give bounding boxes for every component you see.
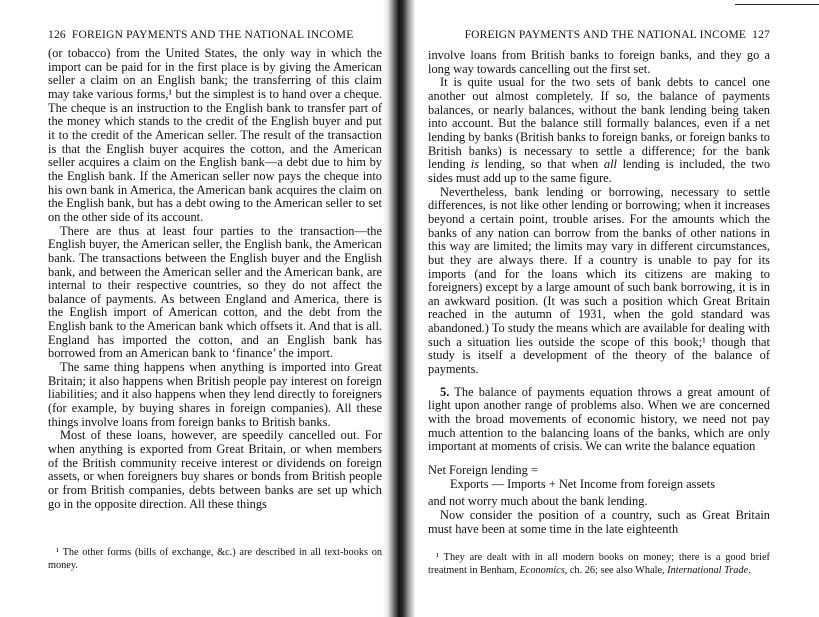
balance-equation — [428, 464, 770, 491]
paragraph: involve loans from British banks to foreign banks, and they go a long way towards cancelling out the first set. — [428, 48, 770, 76]
right-running-title: FOREIGN PAYMENTS AND THE NATIONAL INCOME — [464, 29, 747, 41]
book-spine-gutter — [383, 0, 415, 617]
text-run: . — [748, 564, 751, 576]
right-running-head — [428, 29, 770, 45]
italic-run: all — [603, 157, 617, 172]
text-run: lending is included, the two sides must add up to the same figure. — [428, 157, 771, 185]
paragraph: The same thing happens when anything is imported into Great Britain; it also happens when British people pay interest on foreign liabilities; and it also happens when they lend directly to foreigners (for example, by buying shares in foreign companies). All these things involve loans from foreign banks to British banks. — [48, 360, 382, 429]
italic-run: International Trade — [667, 564, 749, 576]
top-edge-rule — [735, 4, 819, 5]
right-footnote — [428, 552, 770, 577]
left-page-number: 126 — [48, 29, 66, 41]
paragraph: (or tobacco) from the United States, the only way in which the import can be paid for in the first place is by giving the American seller a claim on an English bank; the transferring of this claim may take various forms,¹ but the simplest is to hand over a cheque. The cheque is an instruction to the English bank to transfer part of the money which stands to the credit of the English buyer and put it to the credit of the American seller. The result of the transaction is that the English buyer acquires the cotton, and the American seller acquires a claim on the English bank—a debt due to him by the English bank. If the American seller now pays the cheque into his own bank in America, the American bank acquires the claim on the English bank, but has a debt owing to the American seller to set on the other side of its account. — [48, 46, 382, 224]
paragraph: Now consider the position of a country, such as Great Britain must have been at some time in the late eighteenth — [428, 508, 770, 536]
left-running-title: FOREIGN PAYMENTS AND THE NATIONAL INCOME — [71, 29, 354, 41]
italic-run: Economics — [519, 564, 565, 576]
section-paragraph — [428, 386, 770, 454]
paragraph: Most of these loans, however, are speedily cancelled out. For when anything is exported from Great Britain, or when members of the British community receive interest or dividends on foreign assets, or when foreigners buy shares or bonds from British people or from British companies, debts between banks are set up which go in the opposite direction. All these things — [48, 428, 382, 511]
italic-run: is — [470, 157, 480, 172]
left-body-text — [48, 47, 382, 511]
section-number: 5. — [440, 384, 450, 399]
paragraph: and not worry much about the bank lending. — [428, 494, 648, 509]
text-run: lending, so that when — [479, 157, 604, 172]
text-run: , ch. 26; see also Whale, — [564, 564, 668, 576]
text-run: The balance of payments equation throws a great amount of light upon another range of problems also. When we are concerned with the broad movements of economic history, we need not pay much attention to the balancing loans of the banks, which are only important at moments of crisis. We can write the balance equation — [428, 384, 770, 454]
equation-line: Net Foreign lending = — [428, 463, 538, 478]
footnote-text — [428, 552, 770, 577]
text-run: It is quite usual for the two sets of bank debts to cancel one another out almost completely. If so, the balance of payments balances, or nearly balances, without the bank lending being taken into account. But the balance still formally balances, even if a net lending by banks (British banks to foreign banks, or foreign banks to British banks) is necessary to settle a difference; for the bank lending — [428, 75, 770, 172]
text-run: ¹ They are dealt with in all modern books on money; there is a good brief treatment in Benham, — [428, 552, 770, 576]
left-running-head — [48, 29, 353, 45]
right-body-text — [428, 49, 770, 536]
paragraph: Nevertheless, bank lending or borrowing, necessary to settle differences, is not like other lending or borrowing; when it increases beyond a certain point, trouble arises. For the amounts which the banks of any nation can borrow from the banks of other nations in this way are limited; the limits may vary in different circumstances, but they are always there. If a country is unable to pay for its imports (and for the loans which its citizens are making to foreigners) except by a large amount of such bank borrowing, it is in an awkward position. (It was such a position which Great Britain reached in the autumn of 1931, when the gold standard was abandoned.) To study the means which are available for dealing with such a situation lies outside the scope of this book;¹ though that study is itself a development of the theory of the balance of payments. — [428, 184, 770, 377]
left-footnote — [48, 547, 382, 572]
footnote-text: ¹ The other forms (bills of exchange, &c.) are described in all text-books on money. — [48, 547, 382, 571]
right-page-number: 127 — [752, 29, 770, 41]
paragraph — [428, 76, 770, 185]
paragraph: There are thus at least four parties to the transaction—the English buyer, the American seller, the English bank, the American bank. The transactions between the English buyer and the English bank, and between the American seller and the American bank, are internal to their respective countries, so they do not affect the balance of payments. As between England and America, there is the English import of American cotton, and the debt from the English bank to the American bank which offsets it. And that is all. England has imported the cotton, and an English bank has borrowed from an American bank to ‘finance’ the import. — [48, 223, 382, 361]
equation-line: Exports — Imports + Net Income from foreign assets — [450, 476, 716, 491]
